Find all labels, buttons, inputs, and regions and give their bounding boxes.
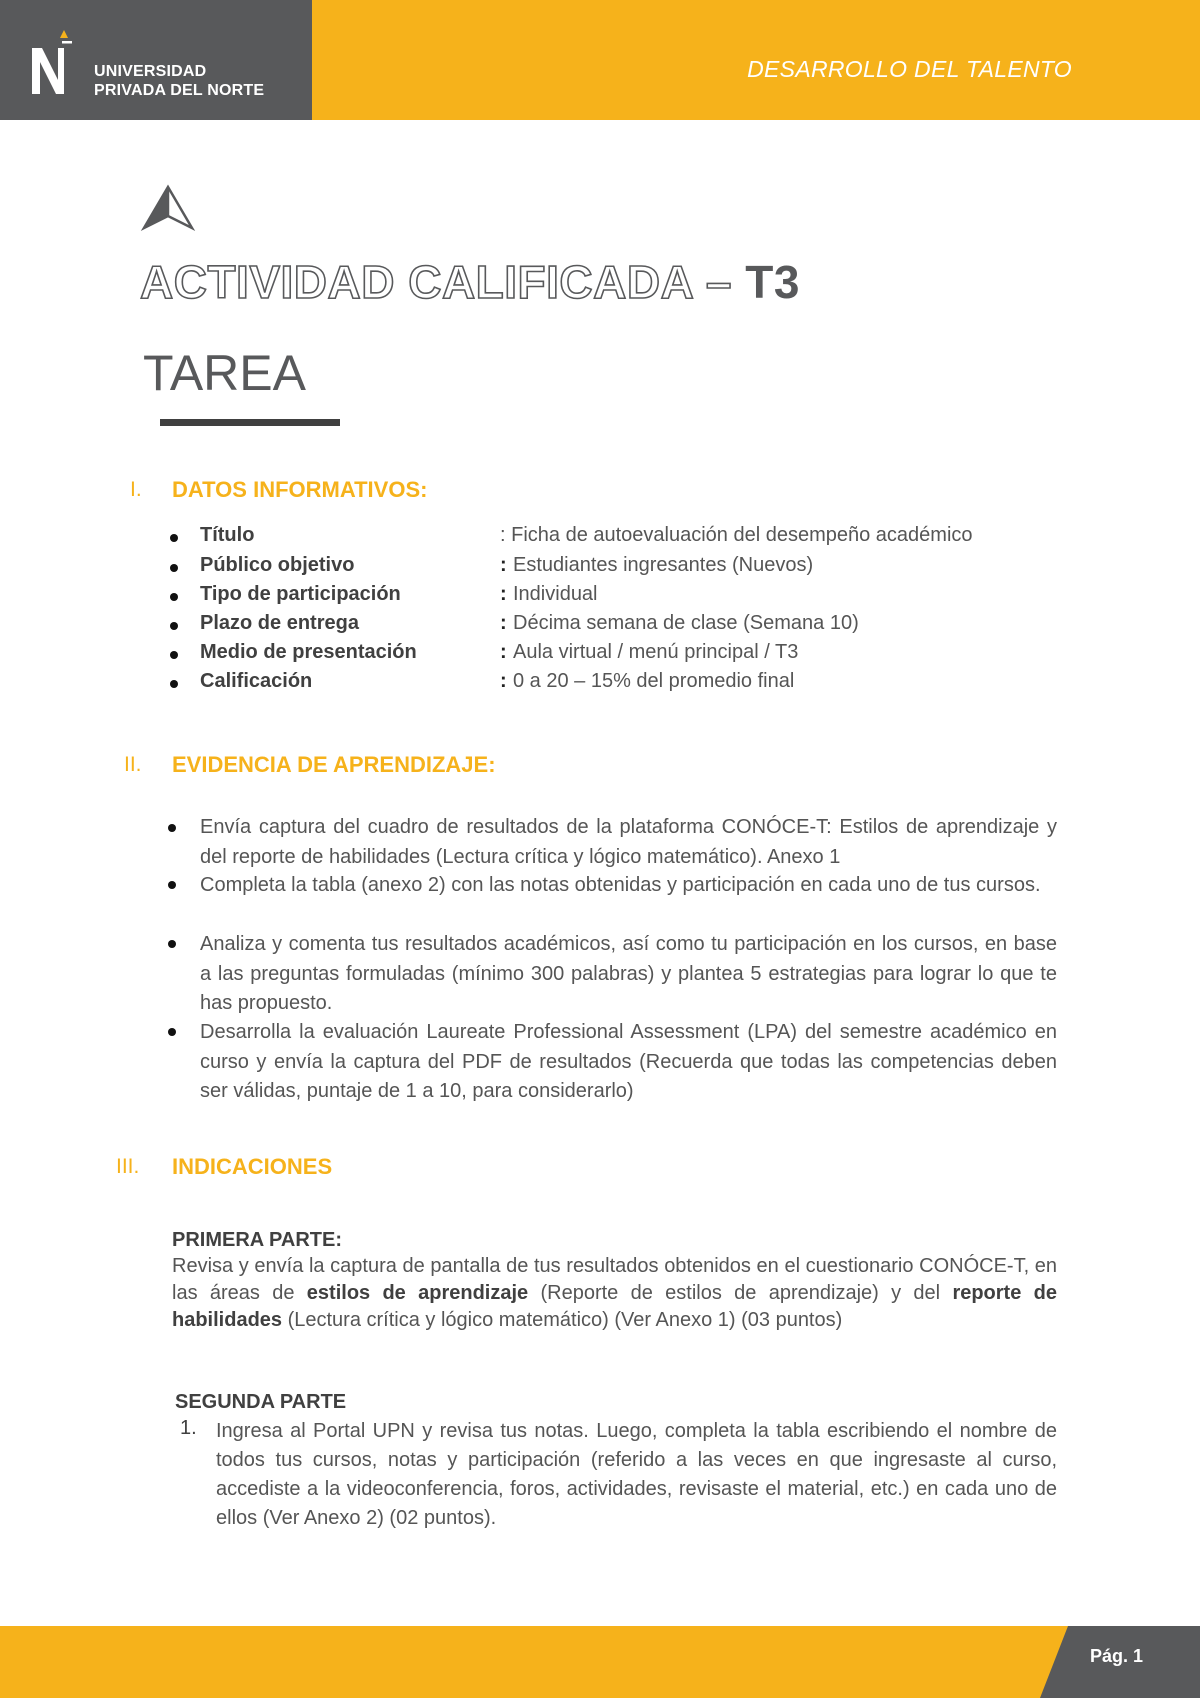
department-label: DESARROLLO DEL TALENTO	[747, 56, 1072, 82]
bullet-icon	[170, 564, 178, 572]
info-row	[0, 641, 1200, 669]
part-1-bold-text: estilos de aprendizaje	[306, 1282, 529, 1304]
info-colon: :	[500, 670, 507, 692]
info-label: Plazo de entrega	[200, 612, 359, 634]
title-underline	[160, 419, 340, 426]
info-colon: :	[500, 612, 507, 634]
page-footer	[0, 1626, 1200, 1698]
logo-line-1: UNIVERSIDAD	[94, 63, 207, 80]
evidence-item: Completa la tabla (anexo 2) con las notas obtenidas y participación en cada uno de tus cursos.	[200, 874, 1041, 896]
info-value: : Ficha de autoevaluación del desempeño académico	[500, 524, 973, 546]
info-value: Individual	[513, 583, 598, 605]
part-1-text: (Reporte de estilos de aprendizaje) y del	[528, 1282, 953, 1304]
upn-logo-icon	[28, 28, 78, 98]
section-1-number: I.	[130, 478, 142, 501]
bullet-icon	[168, 1028, 176, 1036]
section-3-title: INDICACIONES	[172, 1154, 333, 1179]
info-colon: :	[500, 554, 507, 576]
section-3-number: III.	[116, 1155, 140, 1178]
bullet-icon	[168, 824, 176, 832]
info-value: 0 a 20 – 15% del promedio final	[513, 670, 795, 692]
evidence-item: Desarrolla la evaluación Laureate Professional Assessment (LPA) del semestre académico en curso y envía la captura del PDF de resultados (Recuerda que todas las competencias deben ser válidas, puntaje de 1 a 10, para considerarlo)	[200, 1021, 1057, 1102]
navigation-arrow-icon	[140, 184, 196, 232]
info-value: Décima semana de clase (Semana 10)	[513, 612, 859, 634]
part-1-text: Revisa y envía la captura de pantalla de tus resultados obtenidos en el cuestionario CONÓCE-T, en las áreas de	[172, 1255, 1057, 1304]
section-1-title: DATOS INFORMATIVOS:	[172, 477, 428, 502]
info-row	[0, 612, 1200, 640]
section-2-title: EVIDENCIA DE APRENDIZAJE:	[172, 752, 496, 777]
part-2-heading: SEGUNDA PARTE	[175, 1391, 347, 1413]
bullet-icon	[170, 534, 178, 542]
info-colon: :	[500, 583, 507, 605]
info-colon: :	[500, 641, 507, 663]
bullet-icon	[168, 881, 176, 889]
info-row	[0, 583, 1200, 611]
activity-title-text: ACTIVIDAD CALIFICADA –	[140, 256, 746, 308]
info-label: Público objetivo	[200, 554, 355, 576]
info-label: Calificación	[200, 670, 313, 692]
bullet-icon	[170, 680, 178, 688]
bullet-icon	[170, 593, 178, 601]
info-value: Aula virtual / menú principal / T3	[513, 641, 799, 663]
info-label: Medio de presentación	[200, 641, 417, 663]
evidence-item: Analiza y comenta tus resultados académicos, así como tu participación en los cursos, en base a las preguntas formuladas (mínimo 300 palabras) y plantea 5 estrategias para lograr lo que te has propuesto.	[200, 933, 1057, 1014]
info-label: Título	[200, 524, 255, 546]
bullet-icon	[168, 940, 176, 948]
page-header	[0, 0, 1200, 120]
logo-text	[94, 62, 264, 100]
bullet-icon	[170, 651, 178, 659]
page-number: Pág. 1	[1090, 1646, 1144, 1666]
info-row	[0, 670, 1200, 698]
part-2-item: Ingresa al Portal UPN y revisa tus notas. Luego, completa la tabla escribiendo el nombre de todos tus cursos, notas y participación (referido a las veces en que ingresaste al curso, accediste a la videoconferencia, foros, actividades, revisaste el material, etc.) en cada uno de ellos (Ver Anexo 2) (02 puntos).	[216, 1420, 1057, 1529]
info-label: Tipo de participación	[200, 583, 401, 605]
evidence-item: Envía captura del cuadro de resultados de la plataforma CONÓCE-T: Estilos de aprendizaje y del reporte de habilidades (Lectura crítica y lógico matemático). Anexo 1	[200, 816, 1057, 868]
list-number: 1.	[180, 1417, 197, 1439]
logo-line-2: PRIVADA DEL NORTE	[94, 82, 265, 99]
university-logo	[0, 0, 312, 120]
part-1-text: (Lectura crítica y lógico matemático) (Ver Anexo 1) (03 puntos)	[282, 1309, 843, 1331]
part-1-bold-text: reporte de habilidades	[172, 1282, 1057, 1331]
info-value: Estudiantes ingresantes (Nuevos)	[513, 554, 814, 576]
activity-title	[140, 255, 800, 309]
activity-subtitle: TAREA	[143, 345, 306, 401]
activity-code: T3	[745, 256, 800, 308]
part-1-heading: PRIMERA PARTE:	[172, 1229, 342, 1251]
bullet-icon	[170, 622, 178, 630]
part-1-paragraph	[172, 1253, 1057, 1334]
info-row	[0, 524, 1200, 552]
section-2-number: II.	[124, 753, 142, 776]
info-row	[0, 554, 1200, 582]
